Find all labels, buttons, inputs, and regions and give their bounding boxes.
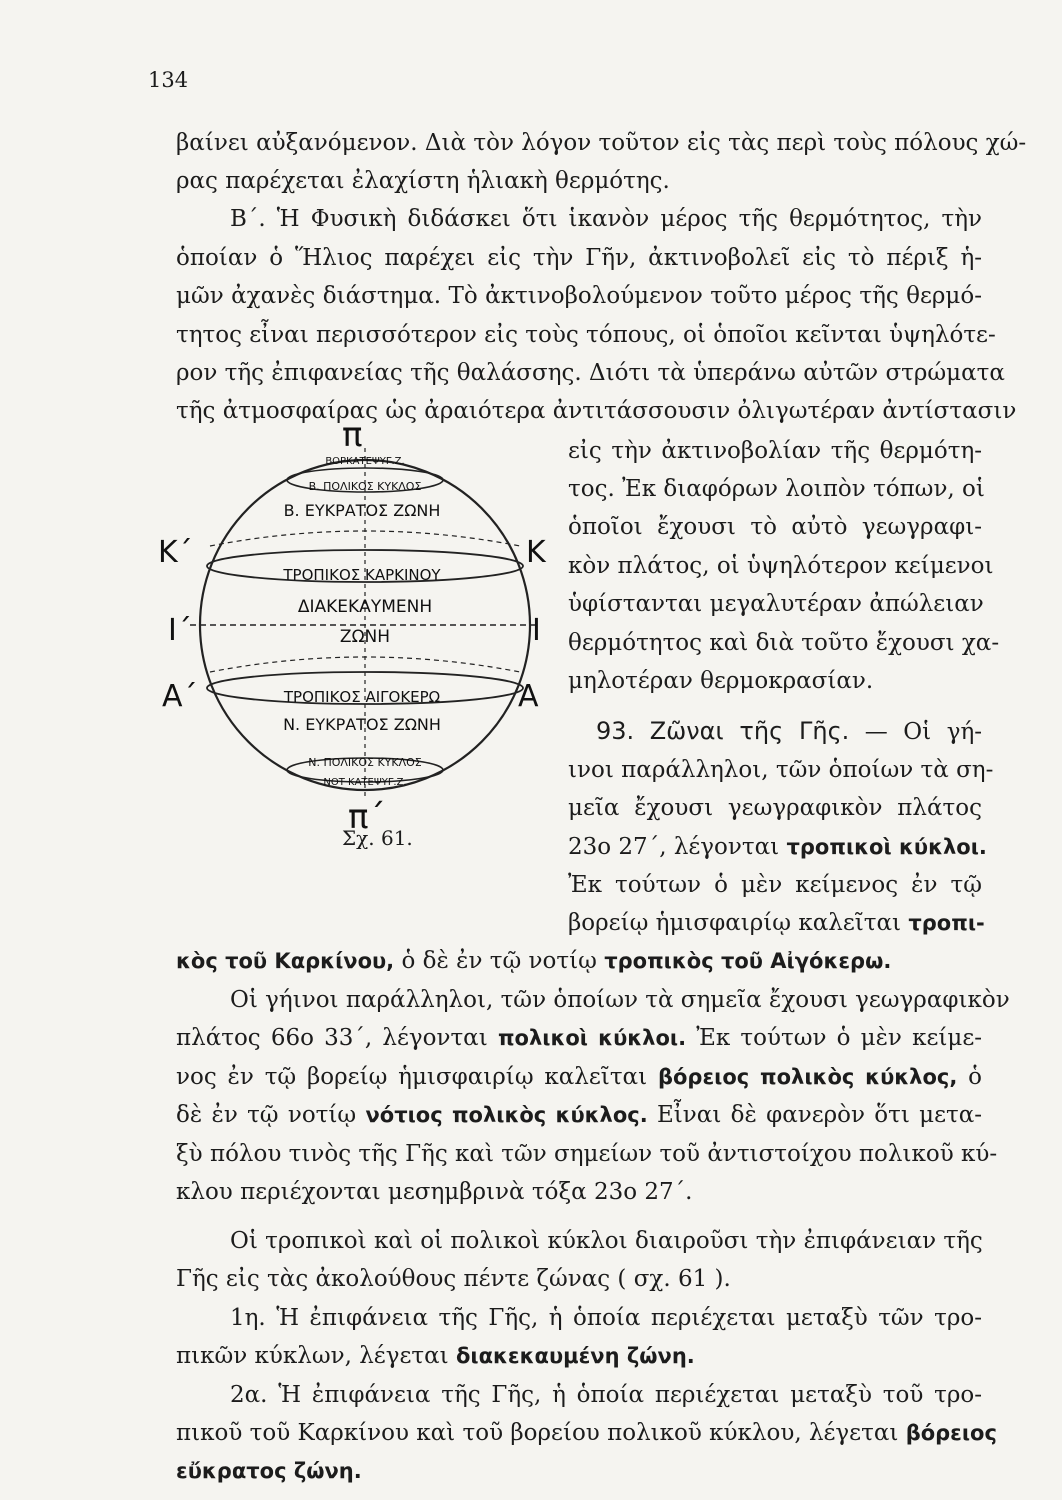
zone-north-temperate: Β. ΕΥΚΡΑΤΟΣ ΖΩΝΗ [283, 501, 441, 520]
zone-torrid-1: ΔΙΑΚΕΚΑΥΜΕΝΗ [297, 597, 433, 617]
zone-tropic-cancer: ΤΡΟΠΙΚΟΣ ΚΑΡΚΙΝΟΥ [283, 566, 441, 584]
label-right-I: Ι [532, 613, 541, 648]
zone-south-frigid: ΝΟΤ ΚΑΤΕΨΥΓ.Ζ. [323, 777, 407, 788]
text-line: Οἱ τροπικοὶ καὶ οἱ πολικοὶ κύκλοι διαιροῦσι τὴν ἐπιφάνειαν τῆς [230, 1228, 983, 1254]
text-line: τος. Ἐκ διαφόρων λοιπὸν τόπων, οἱ [568, 476, 985, 502]
section-heading-line: 93. Ζῶναι τῆς Γῆς. — Οἱ γή- [596, 717, 982, 745]
text-line: βαίνει αὐξανόμενον. Διὰ τὸν λόγον τοῦτον εἰς τὰς περὶ τοὺς πόλους χώ- [176, 130, 1027, 156]
text-line: ξὺ πόλου τινὸς τῆς Γῆς καὶ τῶν σημείων τοῦ ἀντιστοίχου πολικοῦ κύ- [176, 1141, 998, 1167]
label-left-A: Α΄ [162, 679, 198, 714]
text-line: πικοῦ τοῦ Καρκίνου καὶ τοῦ βορείου πολικοῦ κύκλου, λέγεται βόρειος [176, 1420, 997, 1446]
term-tropic-capricorn: τροπικὸς τοῦ Αἰγόκερω. [604, 949, 892, 973]
text-line: μηλοτέραν θερμοκρασίαν. [568, 668, 874, 694]
text-line: μῶν ἀχανὲς διάστημα. Τὸ ἀκτινοβολούμενον τοῦτο μέρος τῆς θερμό- [176, 283, 982, 309]
text-line: μεῖα ἔχουσι γεωγραφικὸν πλάτος [568, 795, 982, 821]
zone-tropic-capricorn: ΤΡΟΠΙΚΟΣ ΑΙΓΟΚΕΡΩ [283, 688, 441, 706]
term-antarctic-circle: νότιος πολικὸς κύκλος. [365, 1103, 648, 1127]
label-right-K: Κ [526, 535, 546, 570]
text-line: πλάτος 66ο 33΄, λέγονται πολικοὶ κύκλοι. Ἐκ τούτων ὁ μὲν κείμε- [176, 1025, 983, 1051]
zone-antarctic-circle: Ν. ΠΟΛΙΚΟΣ ΚΥΚΛΟΣ [308, 756, 422, 769]
text-line: ρον τῆς ἐπιφανείας τῆς θαλάσσης. Διότι τὰ ὑπεράνω αὐτῶν στρώματα [176, 360, 1005, 386]
text-line: ινοι παράλληλοι, τῶν ὁποίων τὰ ση- [568, 757, 994, 783]
section-heading: Ζῶναι τῆς Γῆς. [649, 717, 850, 745]
text-line: Ἐκ τούτων ὁ μὲν κείμενος ἐν τῷ [568, 872, 982, 898]
term-tropic-cancer: κὸς τοῦ Καρκίνου, [176, 949, 395, 973]
figure-caption: Σχ. 61. [342, 826, 413, 850]
text-line: κὸν πλάτος, οἱ ὑψηλότερον κείμενοι [568, 553, 994, 579]
section-number: 93. [596, 717, 635, 745]
label-north-pole: π [342, 415, 363, 455]
text-line: κὸς τοῦ Καρκίνου, ὁ δὲ ἐν τῷ νοτίῳ τροπικὸς τοῦ Αἰγόκερω. [176, 948, 892, 974]
text-line: εἰς τὴν ἀκτινοβολίαν τῆς θερμότη- [568, 438, 982, 464]
term-north-temperate: βόρειος [905, 1421, 997, 1445]
text-line: 2α. Ἡ ἐπιφάνεια τῆς Γῆς, ἡ ὁποία περιέχεται μεταξὺ τοῦ τρο- [230, 1382, 982, 1408]
text-line: ὑφίστανται μεγαλυτέραν ἀπώλειαν [568, 591, 984, 617]
text-line: Οἱ γήινοι παράλληλοι, τῶν ὁποίων τὰ σημεῖα ἔχουσι γεωγραφικὸν [230, 987, 1010, 1013]
text-line: τῆς ἀτμοσφαίρας ὡς ἀραιότερα ἀντιτάσσουσιν ὀλιγωτέραν ἀντίστασιν [176, 398, 1017, 424]
term-arctic-circle: βόρειος πολικὸς κύκλος, [657, 1065, 958, 1089]
text-line: εὔκρατος ζώνη. [176, 1459, 362, 1483]
text-line: βορείῳ ἡμισφαιρίῳ καλεῖται τροπι- [568, 910, 985, 936]
page-number: 134 [148, 68, 189, 92]
label-right-A: Α [518, 679, 539, 714]
label-left-I: Ι΄ [168, 613, 192, 648]
zone-torrid-2: ΖΩΝΗ [339, 627, 391, 647]
term-torrid-zone: διακεκαυμένη ζώνη. [455, 1344, 695, 1368]
text-line: πικῶν κύκλων, λέγεται διακεκαυμένη ζώνη. [176, 1343, 695, 1369]
text-line: δὲ ἐν τῷ νοτίῳ νότιος πολικὸς κύκλος. Εἶναι δὲ φανερὸν ὅτι μετα- [176, 1102, 983, 1128]
text-line: 1η. Ἡ ἐπιφάνεια τῆς Γῆς, ἡ ὁποία περιέχεται μεταξὺ τῶν τρο- [230, 1305, 982, 1331]
text-line: 23ο 27΄, λέγονται τροπικοὶ κύκλοι. [568, 834, 987, 860]
zone-north-frigid: ΒΟΡΚΑΤΕΨΥΓ.Ζ. [325, 456, 405, 467]
label-left-K: Κ΄ [158, 535, 193, 570]
text-line: Γῆς εἰς τὰς ἀκολούθους πέντε ζώνας ( σχ. 61 ). [176, 1266, 731, 1292]
earth-zones-figure [150, 415, 570, 840]
text-line: ὁποίαν ὁ Ἥλιος παρέχει εἰς τὴν Γῆν, ἀκτινοβολεῖ εἰς τὸ πέριξ ἡ- [176, 245, 982, 271]
text-line: Β΄. Ἡ Φυσικὴ διδάσκει ὅτι ἱκανὸν μέρος τῆς θερμότητος, τὴν [230, 206, 982, 232]
text-line: τητος εἶναι περισσότερον εἰς τοὺς τόπους, οἱ ὁποῖοι κεῖνται ὑψηλότε- [176, 322, 996, 348]
text-line: κλου περιέχονται μεσημβρινὰ τόξα 23ο 27΄. [176, 1179, 693, 1205]
text-line: ρας παρέχεται ἐλαχίστη ἡλιακὴ θερμότης. [176, 168, 670, 194]
text-line: ὁποῖοι ἔχουσι τὸ αὐτὸ γεωγραφι- [568, 514, 982, 540]
text-line: νος ἐν τῷ βορείῳ ἡμισφαιρίῳ καλεῖται βόρειος πολικὸς κύκλος, ὁ [176, 1064, 983, 1090]
zone-south-temperate: Ν. ΕΥΚΡΑΤΟΣ ΖΩΝΗ [283, 715, 441, 734]
term-tropics: τροπικοὶ κύκλοι. [786, 835, 987, 859]
text-line: θερμότητος καὶ διὰ τοῦτο ἔχουσι χα- [568, 630, 1000, 656]
term-polar-circles: πολικοὶ κύκλοι. [497, 1026, 687, 1050]
label-south-pole: π΄ [348, 797, 386, 837]
zone-arctic-circle: Β. ΠΟΛΙΚΟΣ ΚΥΚΛΟΣ [308, 480, 422, 493]
